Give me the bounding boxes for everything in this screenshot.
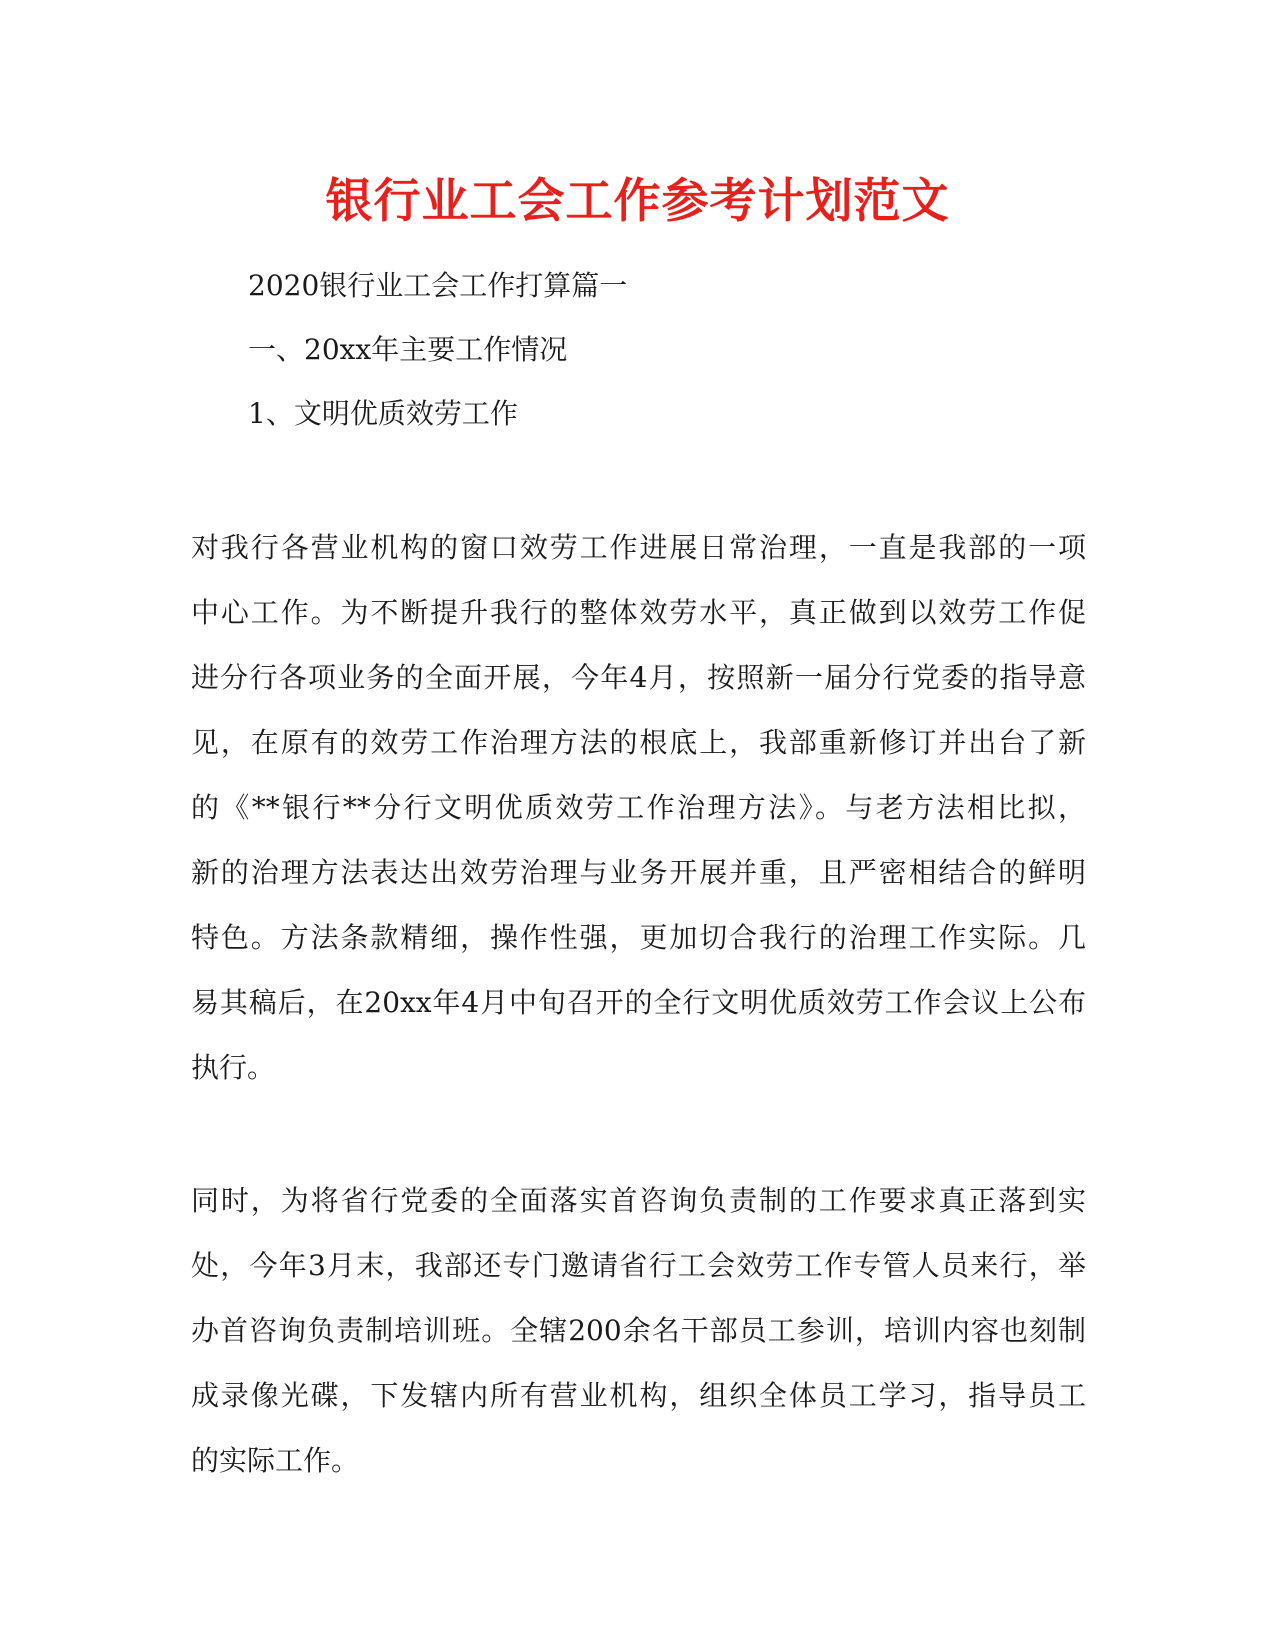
paragraph-line: 的实际工作。 (191, 1444, 360, 1477)
paragraph-line: 的《**银行**分行文明优质效劳工作治理方法》。与老方法相比拟， (191, 791, 1086, 824)
section-heading-main-work: 一、20xx年主要工作情况 (248, 333, 568, 366)
paragraph-line: 进分行各项业务的全面开展，今年4月，按照新一届分行党委的指导意 (191, 661, 1086, 694)
paragraph-line: 办首咨询负责制培训班。全辖200余名干部员工参训，培训内容也刻制 (191, 1314, 1086, 1347)
paragraph-line: 执行。 (191, 1051, 276, 1084)
section-heading-plan: 2020银行业工会工作打算篇一 (248, 269, 628, 302)
document-title: 银行业工会工作参考计划范文 (325, 174, 950, 229)
paragraph-line: 中心工作。为不断提升我行的整体效劳水平，真正做到以效劳工作促 (191, 596, 1086, 629)
paragraph-line: 易其稿后，在20xx年4月中旬召开的全行文明优质效劳工作会议上公布 (191, 986, 1086, 1019)
paragraph-line: 新的治理方法表达出效劳治理与业务开展并重，且严密相结合的鲜明 (191, 856, 1086, 889)
paragraph-line: 同时，为将省行党委的全面落实首咨询负责制的工作要求真正落到实 (191, 1184, 1086, 1217)
section-heading-service-work: 1、文明优质效劳工作 (248, 397, 518, 430)
paragraph-line: 成录像光碟，下发辖内所有营业机构，组织全体员工学习，指导员工 (191, 1379, 1086, 1412)
paragraph-line: 见，在原有的效劳工作治理方法的根底上，我部重新修订并出台了新 (191, 726, 1086, 759)
paragraph-training (191, 1168, 1086, 1493)
paragraph-service-management (191, 515, 1086, 1100)
paragraph-line: 对我行各营业机构的窗口效劳工作进展日常治理，一直是我部的一项 (191, 531, 1086, 564)
paragraph-line: 处，今年3月末，我部还专门邀请省行工会效劳工作专管人员来行，举 (191, 1249, 1086, 1282)
paragraph-line: 特色。方法条款精细，操作性强，更加切合我行的治理工作实际。几 (191, 921, 1086, 954)
